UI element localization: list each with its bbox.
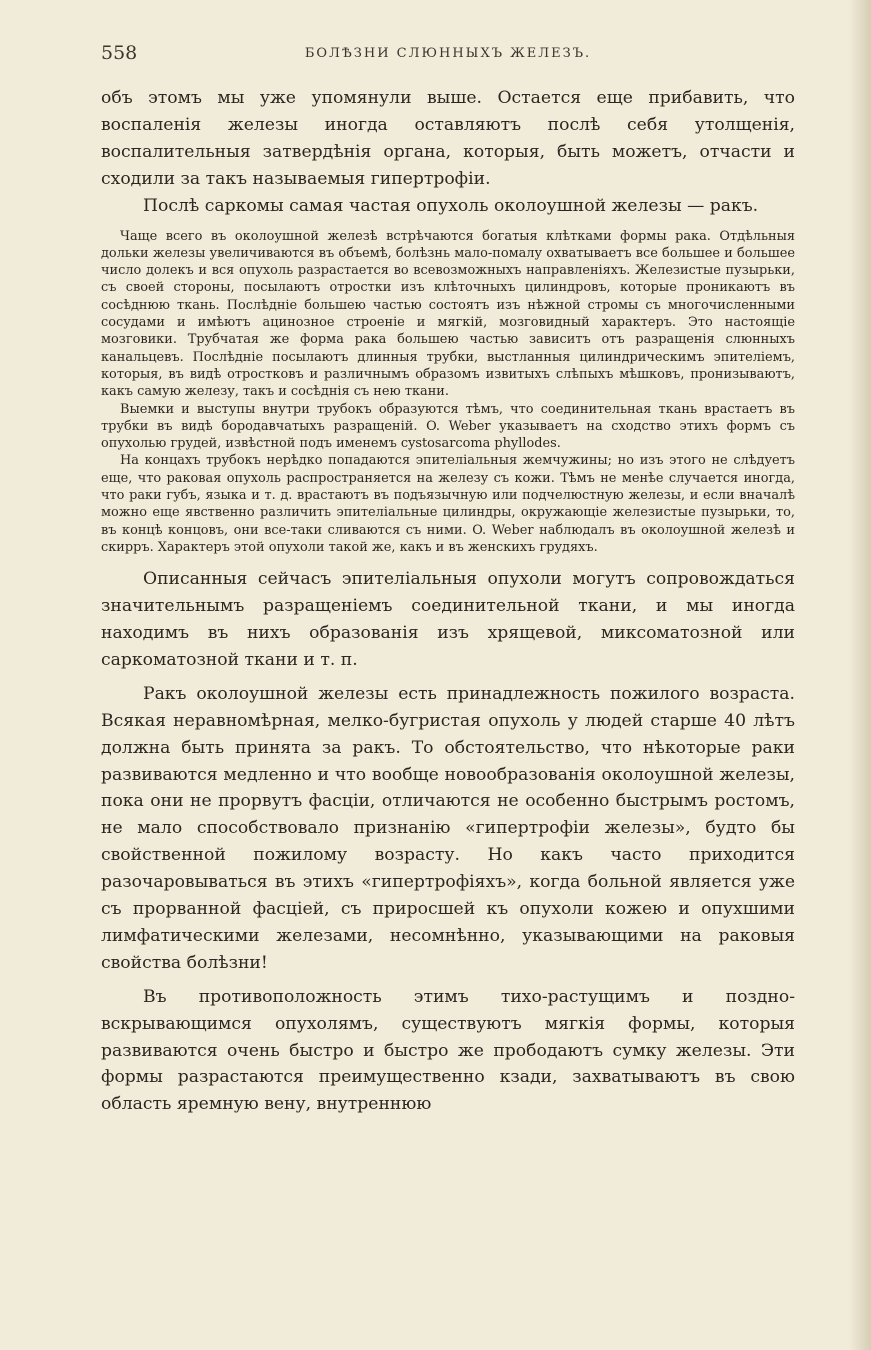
small-paragraph-2: Выемки и выступы внутри трубокъ образуются тѣмъ, что соединительная ткань врастаетъ въ трубки въ видѣ бородавчатыхъ разращеній. O. Weber указываетъ на сходство этихъ формъ съ опухолью грудей, извѣстной подъ именемъ cystosarcoma phyllodes. [101, 401, 795, 452]
body-text [101, 85, 795, 1118]
paragraph-4: Ракъ околоушной железы есть принадлежность пожилого возраста. Всякая неравномѣрная, мелко-бугристая опухоль у людей старше 40 лѣтъ должна быть принята за ракъ. То обстоятельство, что нѣкоторые раки развиваются медленно и что вообще новообразованія околоушной железы, пока они не прорвутъ фасціи, отличаются не особенно быстрымъ ростомъ, не мало способствовало признанію «гипертрофіи железы», будто бы свойственной пожилому возрасту. Но какъ часто приходится разочаровываться въ этихъ «гипертрофіяхъ», когда больной является уже съ прорванной фасціей, съ приросшей къ опухоли кожею и опухшими лимфатическими железами, несомнѣнно, указывающими на раковыя свойства болѣзни! [101, 683, 795, 973]
paragraph-3: Описанныя сейчасъ эпителіальныя опухоли могутъ сопровождаться значительнымъ разращеніемъ соединительной ткани, и мы иногда находимъ въ нихъ образованія изъ хрящевой, миксоматозной или саркоматозной ткани и т. п. [101, 569, 795, 670]
running-title: БОЛѢЗНИ СЛЮННЫХЪ ЖЕЛЕЗЪ. [304, 46, 592, 61]
small-print-block [101, 228, 795, 557]
page-edge-shadow [849, 0, 871, 1350]
small-paragraph-1: Чаще всего въ околоушной железѣ встрѣчаются богатыя клѣтками формы рака. Отдѣльныя дольки железы увеличиваются въ объемѣ, болѣзнь мало-помалу охватываетъ все большее и большее число долекъ и вся опухоль разрастается во всевозможныхъ направленіяхъ. Железистые пузырьки, съ своей стороны, посылаютъ отростки изъ клѣточныхъ цилиндровъ, которые проникаютъ въ сосѣднюю ткань. Послѣдніе большею частью состоятъ изъ нѣжной стромы съ многочисленными сосудами и имѣютъ ацинозное строеніе и мягкій, мозговидный характеръ. Это настоящіе мозговики. Трубчатая же форма рака большею частью зависитъ отъ разращенія слюнныхъ канальцевъ. Послѣдніе посылаютъ длинныя трубки, выстланныя цилиндрическимъ эпителіемъ, которыя, въ видѣ отростковъ и различнымъ образомъ извитыхъ слѣпыхъ мѣшковъ, пронизываютъ, какъ самую железу, такъ и сосѣднія съ нею ткани. [101, 228, 795, 400]
paragraph-1: объ этомъ мы уже упомянули выше. Остается еще прибавить, что воспаленія железы иногда оставляютъ послѣ себя утолщенія, воспалительныя затвердѣнія органа, которыя, быть можетъ, отчасти и сходили за такъ называемыя гипертрофіи. [101, 88, 795, 189]
small-paragraph-3: На концахъ трубокъ нерѣдко попадаются эпителіальныя жемчужины; но изъ этого не слѣдуетъ еще, что раковая опухоль распространяется на железу съ кожи. Тѣмъ не менѣе случается иногда, что раки губъ, языка и т. д. врастаютъ въ подъязычную или подчелюстную железы, и если вначалѣ можно еще явственно различить эпителіальные цилиндры, окружающіе железистые пузырьки, то, въ концѣ концовъ, они все-таки сливаются съ ними. O. Weber наблюдалъ въ околоушной железѣ и скирръ. Характеръ этой опухоли такой же, какъ и въ женскихъ грудяхъ. [101, 453, 795, 555]
page-header [101, 42, 795, 68]
paragraph-5: Въ противоположность этимъ тихо-растущимъ и поздно-вскрывающимся опухолямъ, существуютъ мягкія формы, которыя развиваются очень быстро и быстро же прободаютъ сумку железы. Эти формы разрастаются преимущественно кзади, захватываютъ въ свою область яремную вену, внутреннюю [101, 986, 795, 1115]
page-number: 558 [101, 42, 138, 64]
paragraph-2: Послѣ саркомы самая частая опухоль околоушной железы — ракъ. [143, 195, 759, 216]
